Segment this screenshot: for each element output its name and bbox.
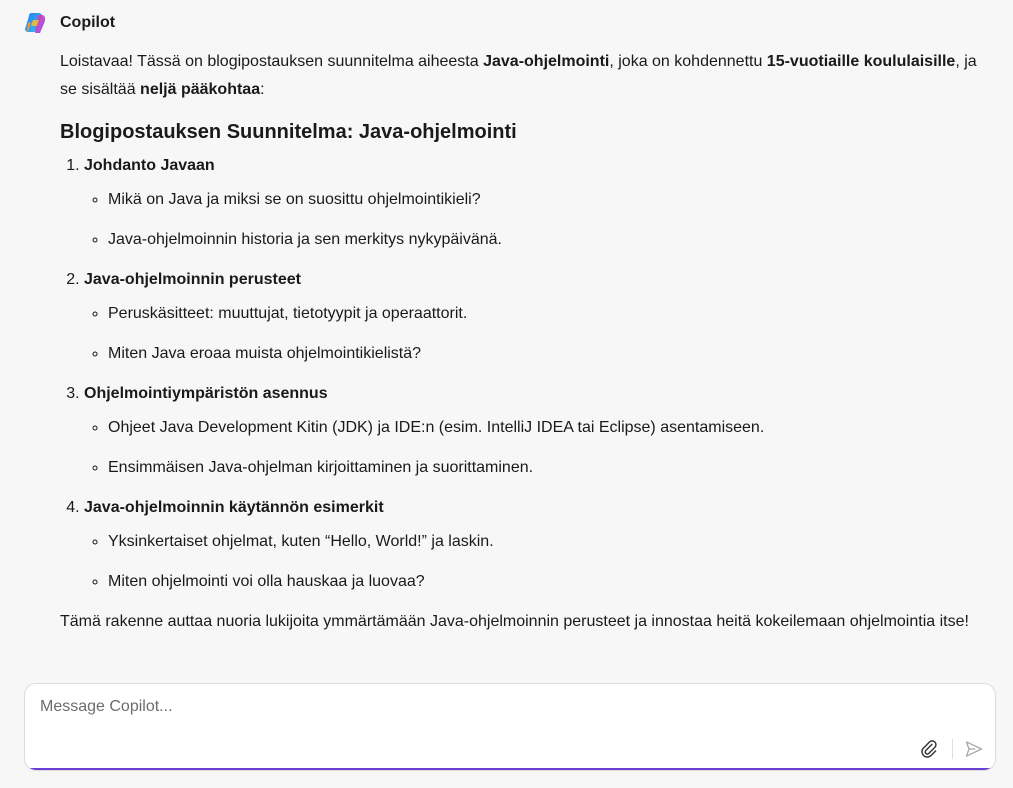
list-item: ◦ Ohjeet Java Development Kitin (JDK) ja IDE:n (esim. IntelliJ IDEA tai Eclipse) asentamiseen.	[108, 414, 990, 442]
intro-bold-count: neljä pääkohtaa	[140, 81, 261, 98]
section-item	[84, 494, 990, 596]
section-item	[84, 266, 990, 368]
intro-text: Loistavaa! Tässä on blogipostauksen suunnitelma aiheesta	[60, 53, 484, 70]
intro-text: , ja se sisältää	[60, 53, 977, 98]
message-outro: Tämä rakenne auttaa nuoria lukijoita ymmärtämään Java-ohjelmoinnin perusteet ja innostaa heitä kokeilemaan ohjelmointia itse!	[60, 613, 969, 630]
section-list	[60, 152, 990, 596]
assistant-message	[60, 48, 990, 636]
list-item: ◦ Miten Java eroaa muista ohjelmointikielistä?	[108, 340, 990, 368]
attach-button[interactable]	[915, 735, 943, 763]
point-list	[84, 300, 990, 368]
list-item: ◦ Miten ohjelmointi voi olla hauskaa ja luovaa?	[108, 568, 990, 596]
app-title: Copilot	[60, 14, 116, 31]
intro-bold-topic: Java-ohjelmointi	[483, 53, 610, 70]
point-list	[84, 414, 990, 482]
message-composer[interactable]	[24, 683, 996, 771]
point-list	[84, 528, 990, 596]
list-item: ◦ Yksinkertaiset ohjelmat, kuten “Hello, World!” ja laskin.	[108, 528, 990, 556]
list-item: ◦ Peruskäsitteet: muuttujat, tietotyypit ja operaattorit.	[108, 300, 990, 328]
section-item	[84, 152, 990, 254]
intro-bold-audience: 15-vuotiaille koululaisille	[766, 53, 956, 70]
section-item	[84, 380, 990, 482]
send-button[interactable]	[960, 735, 988, 763]
section-title: 2. Java-ohjelmoinnin perusteet	[84, 271, 301, 288]
section-title: 1. Johdanto Javaan	[84, 157, 215, 174]
list-item: ◦ Ensimmäisen Java-ohjelman kirjoittaminen ja suorittaminen.	[108, 454, 990, 482]
message-intro	[60, 48, 990, 104]
section-title: 4. Java-ohjelmoinnin käytännön esimerkit	[84, 499, 384, 516]
intro-text: :	[260, 81, 265, 98]
composer-divider	[952, 739, 953, 759]
header	[24, 11, 115, 35]
intro-text: , joka on kohdennettu	[609, 53, 767, 70]
send-icon	[964, 739, 984, 759]
point-list	[84, 186, 990, 254]
section-title: 3. Ohjelmointiympäristön asennus	[84, 385, 328, 402]
paperclip-icon	[919, 739, 939, 759]
plan-heading: Blogipostauksen Suunnitelma: Java-ohjelmointi	[60, 121, 517, 143]
list-item: ◦ Java-ohjelmoinnin historia ja sen merkitys nykypäivänä.	[108, 226, 990, 254]
scroll-fade	[0, 640, 1013, 680]
message-input[interactable]	[40, 698, 900, 738]
copilot-logo-icon[interactable]	[24, 11, 48, 35]
list-item: ◦ Mikä on Java ja miksi se on suosittu ohjelmointikieli?	[108, 186, 990, 214]
